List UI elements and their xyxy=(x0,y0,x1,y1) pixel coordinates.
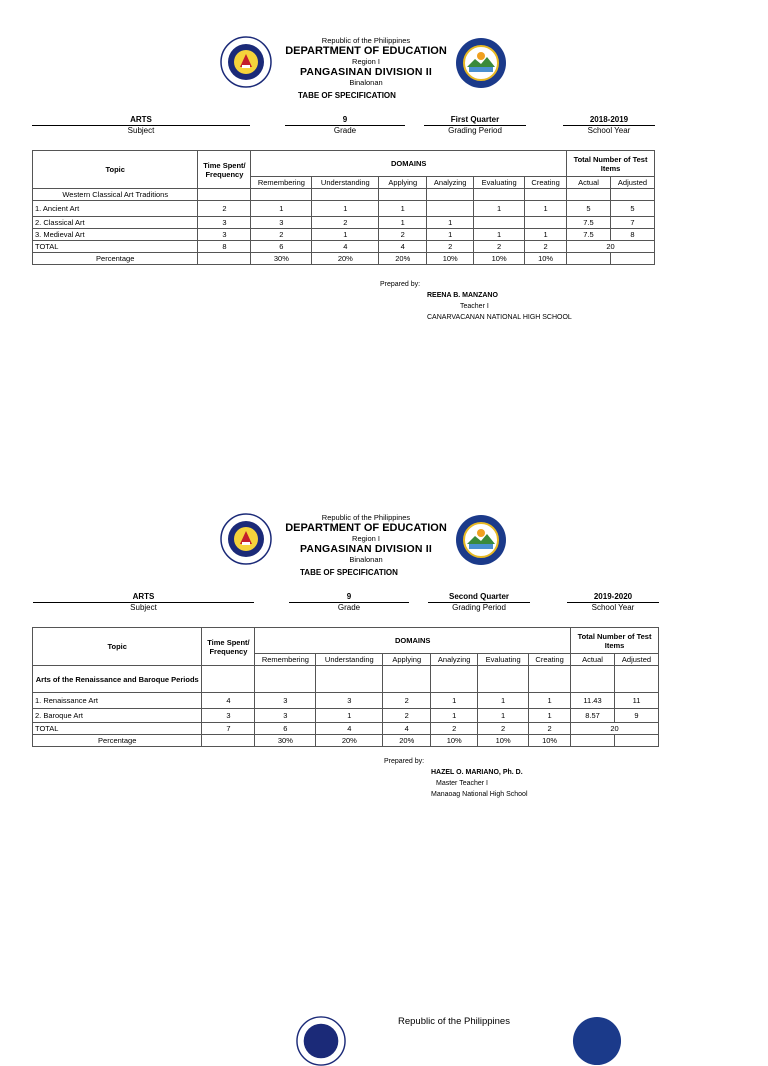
region-line: Region I xyxy=(352,534,380,543)
pct-evaluating: 10% xyxy=(474,253,525,265)
total-row xyxy=(33,241,655,253)
creating-header: Creating xyxy=(525,177,567,189)
actual-cell: 5 xyxy=(567,201,611,217)
preparer-name: HAZEL O. MARIANO, Ph. D. xyxy=(431,769,523,776)
table-row xyxy=(33,201,655,217)
creating-cell: 1 xyxy=(525,229,567,241)
table-header-row xyxy=(33,628,659,654)
grade-value: 9 xyxy=(285,115,405,126)
time-cell: 2 xyxy=(198,201,251,217)
division-line: PANGASINAN DIVISION II xyxy=(300,543,432,555)
percentage-row xyxy=(33,253,655,265)
prepared-by-label: Prepared by: xyxy=(380,281,421,288)
total-applying: 4 xyxy=(383,723,431,735)
actual-header: Actual xyxy=(571,654,615,666)
municipality-line: Binalonan xyxy=(349,555,383,564)
prepared-by-block xyxy=(380,279,572,323)
applying-cell: 2 xyxy=(383,693,431,709)
pct-creating: 10% xyxy=(525,253,567,265)
total-creating: 2 xyxy=(529,723,571,735)
tos-title: TABE OF SPECIFICATION xyxy=(298,91,396,100)
total-items: 20 xyxy=(571,723,659,735)
evaluating-cell: 1 xyxy=(474,229,525,241)
total-analyzing: 2 xyxy=(431,723,478,735)
total-label: TOTAL xyxy=(33,241,198,253)
meta-subject xyxy=(33,592,254,613)
republic-line: Republic of the Philippines xyxy=(398,1016,510,1027)
meta-grade xyxy=(285,115,405,136)
division-seal-icon xyxy=(455,514,507,566)
evaluating-header: Evaluating xyxy=(474,177,525,189)
deped-seal-icon xyxy=(220,513,272,565)
evaluating-cell: 1 xyxy=(474,201,525,217)
remembering-cell: 3 xyxy=(251,217,312,229)
tos-table xyxy=(32,150,655,265)
creating-cell: 1 xyxy=(529,709,571,723)
analyzing-cell: 1 xyxy=(431,693,478,709)
adjusted-header: Adjusted xyxy=(614,654,658,666)
applying-cell: 2 xyxy=(379,229,427,241)
creating-cell: 1 xyxy=(525,201,567,217)
remembering-cell: 2 xyxy=(251,229,312,241)
topic-cell: 1. Renaissance Art xyxy=(33,693,202,709)
pct-remembering: 30% xyxy=(251,253,312,265)
understanding-cell: 1 xyxy=(316,709,383,723)
remembering-header: Remembering xyxy=(255,654,316,666)
table-row xyxy=(33,229,655,241)
understanding-cell: 3 xyxy=(316,693,383,709)
applying-cell: 1 xyxy=(379,201,427,217)
evaluating-cell: 1 xyxy=(478,709,529,723)
total-time: 7 xyxy=(202,723,255,735)
understanding-cell: 1 xyxy=(312,201,379,217)
adjusted-header: Adjusted xyxy=(610,177,654,189)
domains-header: DOMAINS xyxy=(255,628,571,654)
pct-analyzing: 10% xyxy=(431,735,478,747)
pct-applying: 20% xyxy=(383,735,431,747)
adjusted-cell: 11 xyxy=(614,693,658,709)
school-year-label: School Year xyxy=(591,603,635,612)
time-cell: 3 xyxy=(202,709,255,723)
table-row xyxy=(33,693,659,709)
topic-cell: 1. Ancient Art xyxy=(33,201,198,217)
total-remembering: 6 xyxy=(255,723,316,735)
remembering-cell: 3 xyxy=(255,709,316,723)
meta-subject xyxy=(32,115,250,136)
time-cell: 3 xyxy=(198,217,251,229)
understanding-cell: 1 xyxy=(312,229,379,241)
evaluating-header: Evaluating xyxy=(478,654,529,666)
analyzing-cell: 1 xyxy=(427,229,474,241)
total-row xyxy=(33,723,659,735)
pct-applying: 20% xyxy=(379,253,427,265)
evaluating-cell: 1 xyxy=(478,693,529,709)
actual-header: Actual xyxy=(567,177,611,189)
total-understanding: 4 xyxy=(312,241,379,253)
table-header-row xyxy=(33,151,655,177)
remembering-cell: 3 xyxy=(255,693,316,709)
pct-creating: 10% xyxy=(529,735,571,747)
time-spent-header: Time Spent/ Frequency xyxy=(198,151,251,189)
domains-header: DOMAINS xyxy=(251,151,567,177)
topic-cell: 3. Medieval Art xyxy=(33,229,198,241)
republic-line: Republic of the Philippines xyxy=(321,513,411,522)
meta-grade xyxy=(289,592,409,613)
understanding-header: Understanding xyxy=(316,654,383,666)
adjusted-cell: 8 xyxy=(610,229,654,241)
grading-period-value: Second Quarter xyxy=(428,592,530,603)
tos-title: TABE OF SPECIFICATION xyxy=(300,568,398,577)
total-analyzing: 2 xyxy=(427,241,474,253)
pct-analyzing: 10% xyxy=(427,253,474,265)
school-year-value: 2018-2019 xyxy=(563,115,655,126)
analyzing-header: Analyzing xyxy=(431,654,478,666)
applying-header: Applying xyxy=(379,177,427,189)
evaluating-cell xyxy=(474,217,525,229)
region-line: Region I xyxy=(352,57,380,66)
grade-label: Grade xyxy=(337,603,361,612)
department-line: DEPARTMENT OF EDUCATION xyxy=(285,45,447,57)
school-year-label: School Year xyxy=(587,126,631,135)
remembering-cell: 1 xyxy=(251,201,312,217)
grade-value: 9 xyxy=(289,592,409,603)
percentage-label: Percentage xyxy=(33,253,198,265)
creating-cell: 1 xyxy=(529,693,571,709)
deped-seal-icon xyxy=(220,36,272,88)
understanding-header: Understanding xyxy=(312,177,379,189)
subject-label: Subject xyxy=(130,603,157,612)
preparer-school: CANARVACANAN NATIONAL HIGH SCHOOL xyxy=(427,314,572,321)
letterhead-text xyxy=(276,513,456,564)
time-cell: 4 xyxy=(202,693,255,709)
topic-header: Topic xyxy=(33,151,198,189)
analyzing-header: Analyzing xyxy=(427,177,474,189)
grading-period-value: First Quarter xyxy=(424,115,526,126)
total-time: 8 xyxy=(198,241,251,253)
section-title: Western Classical Art Traditions xyxy=(33,189,198,201)
total-creating: 2 xyxy=(525,241,567,253)
preparer-position: Teacher I xyxy=(460,303,489,310)
subject-label: Subject xyxy=(127,126,155,135)
total-items-header: Total Number of Test Items xyxy=(571,628,659,654)
total-items: 20 xyxy=(567,241,655,253)
department-line: DEPARTMENT OF EDUCATION xyxy=(285,522,447,534)
total-evaluating: 2 xyxy=(478,723,529,735)
section-row xyxy=(33,189,655,201)
analyzing-cell: 1 xyxy=(427,217,474,229)
grade-label: Grade xyxy=(333,126,357,135)
division-seal-icon xyxy=(455,37,507,89)
meta-grading-period xyxy=(428,592,530,613)
total-items-header: Total Number of Test Items xyxy=(567,151,655,177)
meta-school-year xyxy=(563,115,655,136)
pct-understanding: 20% xyxy=(312,253,379,265)
pct-evaluating: 10% xyxy=(478,735,529,747)
subject-value: ARTS xyxy=(32,115,250,126)
total-remembering: 6 xyxy=(251,241,312,253)
total-applying: 4 xyxy=(379,241,427,253)
section-row xyxy=(33,666,659,693)
actual-cell: 7.5 xyxy=(567,229,611,241)
municipality-line: Binalonan xyxy=(349,78,383,87)
prepared-by-block xyxy=(384,756,528,800)
percentage-row xyxy=(33,735,659,747)
pct-remembering: 30% xyxy=(255,735,316,747)
applying-cell: 2 xyxy=(383,709,431,723)
school-year-value: 2019-2020 xyxy=(567,592,659,603)
section-title: Arts of the Renaissance and Baroque Periods xyxy=(33,666,202,693)
topic-cell: 2. Classical Art xyxy=(33,217,198,229)
meta-grading-period xyxy=(424,115,526,136)
actual-cell: 11.43 xyxy=(571,693,615,709)
pct-understanding: 20% xyxy=(316,735,383,747)
adjusted-cell: 7 xyxy=(610,217,654,229)
topic-header: Topic xyxy=(33,628,202,666)
adjusted-cell: 9 xyxy=(614,709,658,723)
analyzing-cell: 1 xyxy=(431,709,478,723)
subject-value: ARTS xyxy=(33,592,254,603)
preparer-school: Manaoag National High School xyxy=(431,791,528,798)
understanding-cell: 2 xyxy=(312,217,379,229)
actual-cell: 7.5 xyxy=(567,217,611,229)
actual-cell: 8.57 xyxy=(571,709,615,723)
analyzing-cell xyxy=(427,201,474,217)
total-understanding: 4 xyxy=(316,723,383,735)
creating-header: Creating xyxy=(529,654,571,666)
applying-cell: 1 xyxy=(379,217,427,229)
preparer-position: Master Teacher I xyxy=(436,780,489,787)
time-spent-header: Time Spent/ Frequency xyxy=(202,628,255,666)
division-line: PANGASINAN DIVISION II xyxy=(300,66,432,78)
grading-period-label: Grading Period xyxy=(452,603,506,612)
applying-header: Applying xyxy=(383,654,431,666)
tos-table xyxy=(32,627,659,747)
preparer-name: REENA B. MANZANO xyxy=(427,292,498,299)
creating-cell xyxy=(525,217,567,229)
meta-school-year xyxy=(567,592,659,613)
letterhead-text xyxy=(276,36,456,87)
remembering-header: Remembering xyxy=(251,177,312,189)
table-row xyxy=(33,709,659,723)
total-evaluating: 2 xyxy=(474,241,525,253)
grading-period-label: Grading Period xyxy=(448,126,502,135)
topic-cell: 2. Baroque Art xyxy=(33,709,202,723)
table-row xyxy=(33,217,655,229)
prepared-by-label: Prepared by: xyxy=(384,758,425,765)
adjusted-cell: 5 xyxy=(610,201,654,217)
republic-line: Republic of the Philippines xyxy=(321,36,411,45)
total-label: TOTAL xyxy=(33,723,202,735)
time-cell: 3 xyxy=(198,229,251,241)
percentage-label: Percentage xyxy=(33,735,202,747)
